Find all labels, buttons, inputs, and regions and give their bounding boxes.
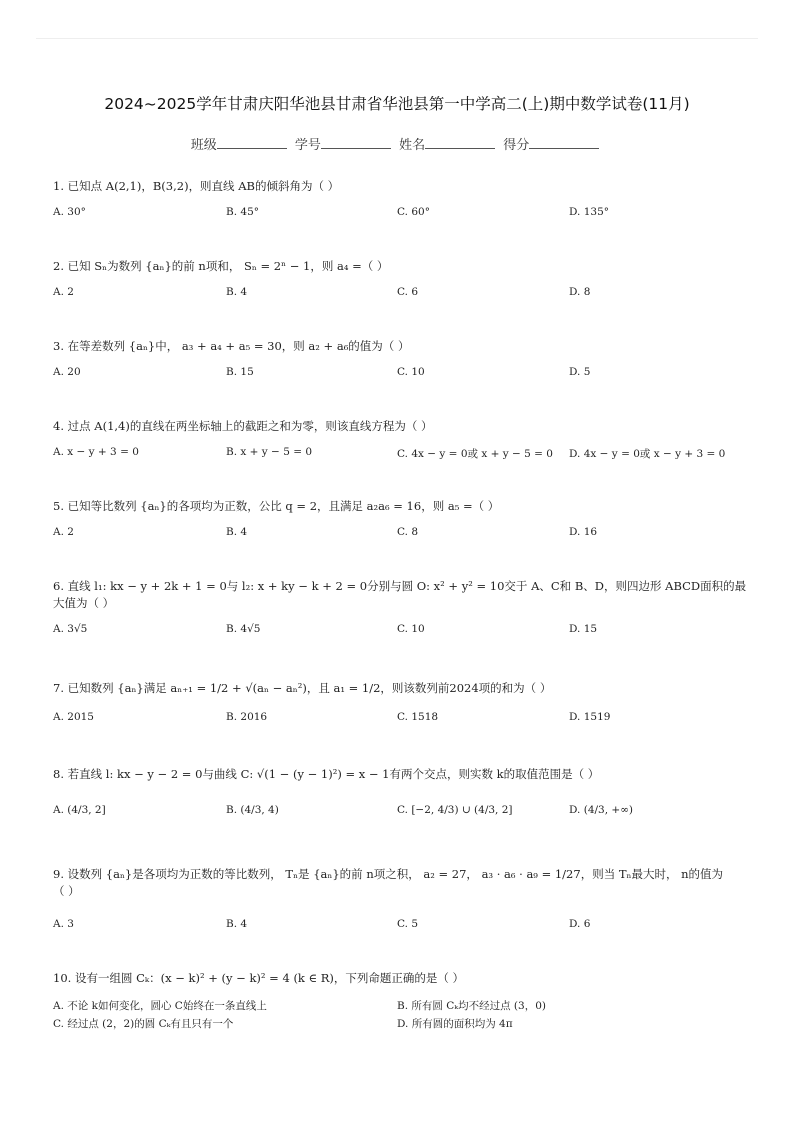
option-a[interactable]: A. 不论 k如何变化，圆心 C始终在一条直线上 <box>53 1000 267 1012</box>
option-c[interactable]: C. 60° <box>397 206 430 218</box>
option-a[interactable]: A. x − y + 3 = 0 <box>53 446 139 458</box>
question-8 <box>53 766 743 783</box>
option-a[interactable]: A. 2 <box>53 286 74 298</box>
option-c[interactable]: C. 4x − y = 0或 x + y − 5 = 0 <box>397 448 553 460</box>
question-stem: 5. 已知等比数列 {aₙ}的各项均为正数，公比 q = 2，且满足 a₂a₆ = 16，则 a₅ =（ ） <box>53 499 500 513</box>
option-b[interactable]: B. 2016 <box>226 711 268 723</box>
option-c[interactable]: C. [−2, 4/3) ∪ (4/3, 2] <box>397 804 513 816</box>
option-a[interactable]: A. (4/3, 2] <box>53 804 106 816</box>
option-d[interactable]: D. 所有圆的面积均为 4π <box>397 1018 513 1030</box>
option-d[interactable]: D. 1519 <box>569 711 611 723</box>
option-c[interactable]: C. 5 <box>397 918 419 930</box>
option-a[interactable]: A. 2015 <box>53 711 94 723</box>
option-a[interactable]: A. 30° <box>53 206 86 218</box>
question-10 <box>53 970 743 987</box>
option-b[interactable]: B. 4 <box>226 526 248 538</box>
question-stem: 6. 直线 l₁: kx − y + 2k + 1 = 0与 l₂: x + ky − k + 2 = 0分别与圆 O: x² + y² = 10交于 A、C和 B、D，则四边形 ABCD面积的最 <box>53 579 747 593</box>
option-a[interactable]: A. 2 <box>53 526 74 538</box>
option-a[interactable]: A. 3 <box>53 918 74 930</box>
question-stem: 7. 已知数列 {aₙ}满足 aₙ₊₁ = 1/2 + √(aₙ − aₙ²)，且 a₁ = 1/2，则该数列前2024项的和为（ ） <box>53 681 552 695</box>
question-stem: 2. 已知 Sₙ为数列 {aₙ}的前 n项和， Sₙ = 2ⁿ − 1，则 a₄ =（ ） <box>53 259 389 273</box>
option-b[interactable]: B. (4/3, 4) <box>226 804 279 816</box>
option-d[interactable]: D. 6 <box>569 918 591 930</box>
header-divider <box>36 38 758 39</box>
score-blank[interactable] <box>529 136 599 149</box>
option-d[interactable]: D. 16 <box>569 526 598 538</box>
option-c[interactable]: C. 10 <box>397 366 425 378</box>
option-c[interactable]: C. 1518 <box>397 711 439 723</box>
option-d[interactable]: D. 15 <box>569 623 598 635</box>
name-blank[interactable] <box>425 136 495 149</box>
option-b[interactable]: B. 4 <box>226 286 248 298</box>
option-c[interactable]: C. 6 <box>397 286 419 298</box>
question-stem: 10. 设有一组圆 Cₖ：(x − k)² + (y − k)² = 4 (k ∈ R)，下列命题正确的是（ ） <box>53 971 465 985</box>
name-label: 姓名 <box>399 138 426 153</box>
question-stem: 1. 已知点 A(2,1)，B(3,2)，则直线 AB的倾斜角为（ ） <box>53 179 340 193</box>
option-b[interactable]: B. x + y − 5 = 0 <box>226 446 313 458</box>
question-4 <box>53 418 743 435</box>
question-stem: 8. 若直线 l: kx − y − 2 = 0与曲线 C: √(1 − (y − 1)²) = x − 1有两个交点，则实数 k的取值范围是（ ） <box>53 767 600 781</box>
question-stem-continued: （ ） <box>53 884 80 898</box>
class-blank[interactable] <box>217 136 287 149</box>
question-stem: 4. 过点 A(1,4)的直线在两坐标轴上的截距之和为零，则该直线方程为（ ） <box>53 419 433 433</box>
option-c[interactable]: C. 10 <box>397 623 425 635</box>
question-7 <box>53 680 743 697</box>
option-b[interactable]: B. 4√5 <box>226 623 261 635</box>
option-a[interactable]: A. 3√5 <box>53 623 88 635</box>
student-info-line <box>0 134 794 153</box>
number-blank[interactable] <box>321 136 391 149</box>
option-d[interactable]: D. 135° <box>569 206 610 218</box>
question-2 <box>53 258 743 275</box>
option-b[interactable]: B. 45° <box>226 206 260 218</box>
question-3 <box>53 338 743 355</box>
question-stem: 3. 在等差数列 {aₙ}中， a₃ + a₄ + a₅ = 30，则 a₂ + a₆的值为（ ） <box>53 339 410 353</box>
question-stem: 9. 设数列 {aₙ}是各项均为正数的等比数列， Tₙ是 {aₙ}的前 n项之积， a₂ = 27， a₃ · a₆ · a₉ = 1/27，则当 Tₙ最大时， n的值为 <box>53 867 724 881</box>
option-d[interactable]: D. 4x − y = 0或 x − y + 3 = 0 <box>569 448 726 460</box>
option-b[interactable]: B. 15 <box>226 366 254 378</box>
option-d[interactable]: D. 8 <box>569 286 591 298</box>
option-d[interactable]: D. 5 <box>569 366 591 378</box>
option-d[interactable]: D. (4/3, +∞) <box>569 804 634 816</box>
question-6 <box>53 578 747 612</box>
question-1 <box>53 178 743 195</box>
question-5 <box>53 498 743 515</box>
option-a[interactable]: A. 20 <box>53 366 81 378</box>
question-9 <box>53 866 743 900</box>
option-c[interactable]: C. 经过点 (2，2)的圆 Cₖ有且只有一个 <box>53 1018 234 1030</box>
question-stem-continued: 大值为（ ） <box>53 596 115 610</box>
score-label: 得分 <box>503 138 530 153</box>
option-b[interactable]: B. 所有圆 Cₖ均不经过点 (3，0) <box>397 1000 546 1012</box>
number-label: 学号 <box>294 138 321 153</box>
class-label: 班级 <box>190 138 217 153</box>
option-c[interactable]: C. 8 <box>397 526 419 538</box>
option-b[interactable]: B. 4 <box>226 918 248 930</box>
page-title: 2024~2025学年甘肃庆阳华池县甘肃省华池县第一中学高二(上)期中数学试卷(11月) <box>104 95 690 113</box>
